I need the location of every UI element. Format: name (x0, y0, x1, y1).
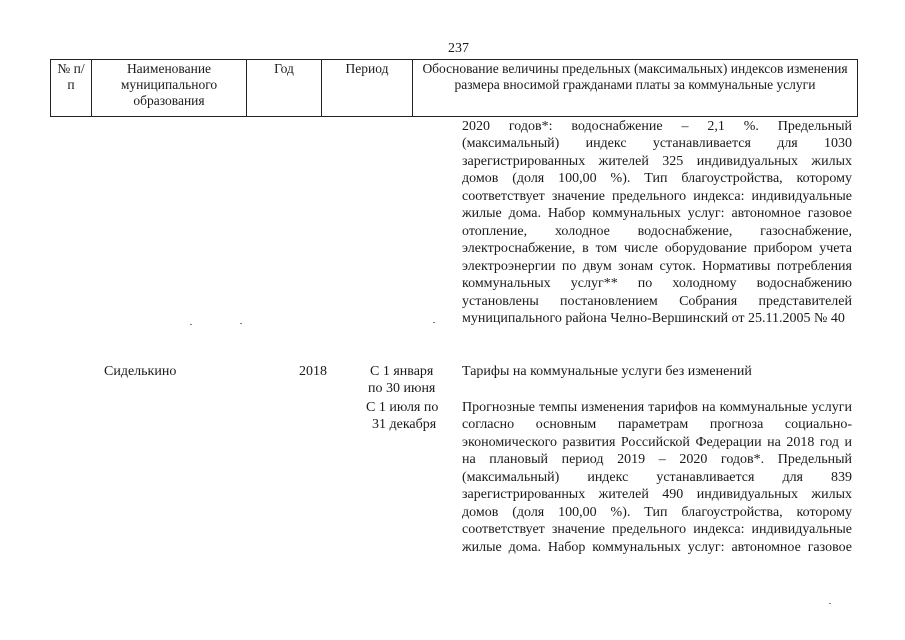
basis-2-text: Прогнозные темпы изменения тарифов на коммунальные услуги согласно основным параметрам прогноза социально-экономического развития Российской Федерации на 2018 год и на плановый период 2019 – 2020 годов*. Предельный (максимальный) индекс устанавливается для 839 зарегистрированных жителей 490 индивидуальных жилых домов (доля 100,00 %). Тип благоустройства, которому соответствует значение предельного индекса: индивидуальные жилые дома. Набор коммунальных услуг: автономное газовое (462, 400, 852, 555)
basis-1-text: Тарифы на коммунальные услуги без изменений (462, 364, 752, 379)
scan-speck (190, 324, 192, 325)
period-1-line-1: С 1 января (370, 364, 434, 379)
table-header (50, 59, 858, 117)
header-basis: Обоснование величины предельных (максимальных) индексов изменения размера вносимой гражданами платы за коммунальные услуги (413, 60, 858, 117)
page-number: 237 (448, 41, 469, 56)
header-year: Год (247, 60, 322, 117)
scan-speck (829, 603, 831, 604)
header-name: Наименование муниципального образования (92, 60, 247, 117)
period-2-line-2: 31 декабря (372, 417, 437, 432)
year-value: 2018 (299, 364, 327, 379)
continuation-text: 2020 годов*: водоснабжение – 2,1 %. Предельный (максимальный) индекс устанавливается для 1030 зарегистрированных жителей 325 индивидуальных жилых домов (доля 100,00 %). Тип благоустройства, которому соответствует значение предельного индекса: индивидуальные жилые дома. Набор коммунальных услуг: автономное газовое отопление, холодное водоснабжение, газоснабжение, электроснабжение, в том числе оборудование прибором учета электроэнергии по двум зонам суток. Нормативы потребления коммунальных услуг** по холодному водоснабжению установлены постановлением Собрания представителей муниципального района Челно-Вершинский от 25.11.2005 № 40 (462, 119, 852, 326)
municipality-name: Сиделькино (104, 364, 177, 379)
scan-speck (433, 322, 435, 323)
header-period: Период (322, 60, 413, 117)
header-num: № п/п (51, 60, 92, 117)
period-2-line-1: С 1 июля по (366, 400, 439, 415)
scan-speck (240, 323, 242, 324)
period-1-line-2: по 30 июня (368, 381, 436, 396)
